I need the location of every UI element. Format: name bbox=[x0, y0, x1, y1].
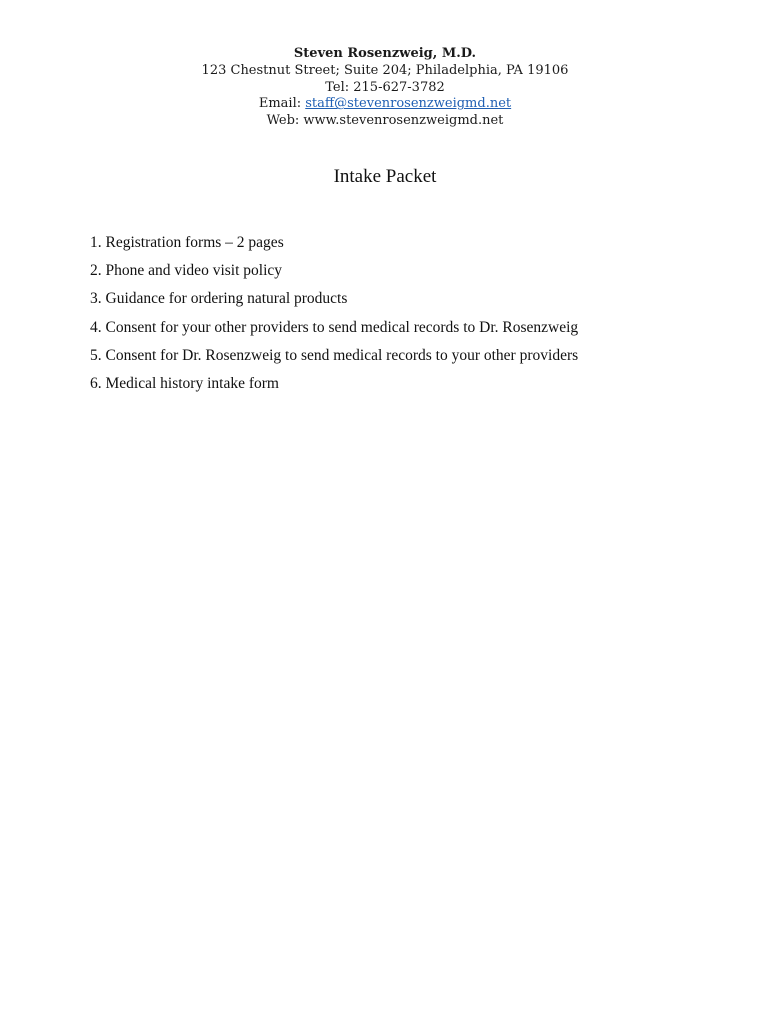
letterhead bbox=[0, 46, 770, 130]
list-item: 1. Registration forms – 2 pages bbox=[90, 234, 284, 251]
list-item: 6. Medical history intake form bbox=[90, 374, 279, 392]
document-title: Intake Packet bbox=[333, 166, 437, 187]
list-item: 5. Consent for Dr. Rosenzweig to send medical records to your other providers bbox=[90, 346, 579, 364]
list-item: 3. Guidance for ordering natural products bbox=[90, 290, 348, 308]
intake-packet-list bbox=[90, 233, 578, 402]
office-phone: Tel: 215-627-3782 bbox=[325, 79, 445, 95]
office-website: Web: www.stevenrosenzweigmd.net bbox=[266, 113, 504, 129]
office-email-line bbox=[0, 96, 770, 113]
physician-name: Steven Rosenzweig, M.D. bbox=[293, 46, 477, 61]
email-label: Email: bbox=[258, 96, 306, 112]
email-link[interactable]: staff@stevenrosenzweigmd.net bbox=[305, 96, 512, 112]
list-item: 4. Consent for your other providers to send medical records to Dr. Rosenzweig bbox=[90, 318, 579, 336]
office-address: 123 Chestnut Street; Suite 204; Philadelphia, PA 19106 bbox=[201, 62, 569, 78]
list-item: 2. Phone and video visit policy bbox=[90, 262, 283, 280]
